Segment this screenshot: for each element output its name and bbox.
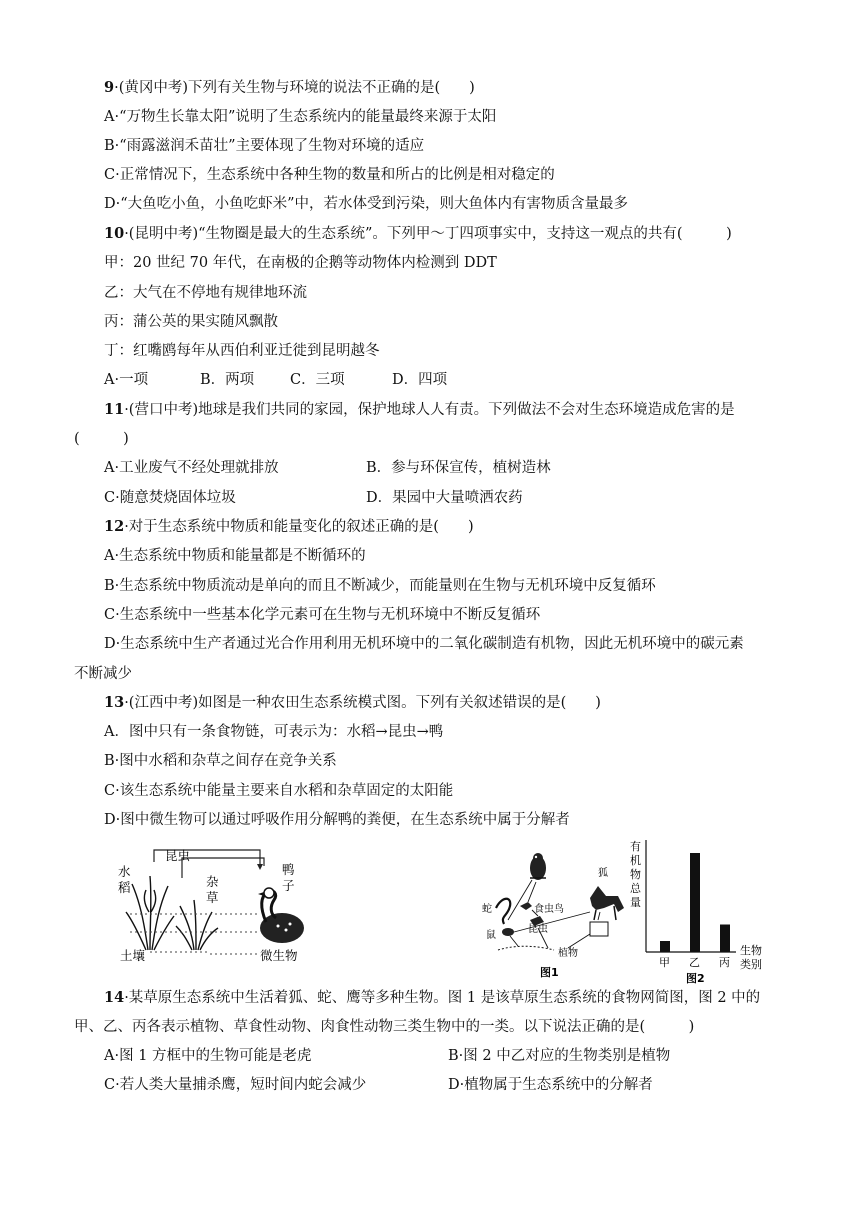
farmland-ecosystem-figure <box>110 842 330 970</box>
q12-option-c: C·生态系统中一些基本化学元素可在生物与无机环境中不断反复循环 <box>104 607 541 623</box>
snake-icon <box>496 899 510 924</box>
duck-icon <box>258 888 304 943</box>
caption-fig2: 图2 <box>686 972 705 985</box>
q11-option-b: B．参与环保宣传，植树造林 <box>366 460 551 476</box>
q10-option-c: C．三项 <box>290 372 345 388</box>
label-insect: 昆虫 <box>165 848 191 863</box>
q14-option-c: C·若人类大量捕杀鹰，短时间内蛇会减少 <box>104 1077 367 1093</box>
tick-label-0: 甲 <box>659 956 670 969</box>
q14-option-b: B·图 2 中乙对应的生物类别是植物 <box>448 1048 671 1064</box>
q13-text: ·(江西中考)如图是一种农田生态系统模式图。下列有关叙述错误的是( ) <box>124 695 601 711</box>
ylabel-char-2: 机 <box>630 854 641 867</box>
bar-2 <box>720 925 730 953</box>
q13-option-d: D·图中微生物可以通过呼吸作用分解鸭的粪便，在生态系统中属于分解者 <box>104 812 570 828</box>
bar-0 <box>660 941 670 952</box>
label-bird: 食虫鸟 <box>534 904 564 915</box>
q11-number: 11 <box>104 401 125 418</box>
arrow-weed-insect <box>182 858 264 878</box>
q9-option-b: B·“雨露滋润禾苗壮”主要体现了生物对环境的适应 <box>104 138 425 154</box>
q10-fact-yi: 乙：大气在不停地有规律地环流 <box>104 285 307 301</box>
label-mouse: 鼠 <box>486 930 496 941</box>
ylabel-char-1: 有 <box>630 840 641 853</box>
q13-option-c: C·该生态系统中能量主要来自水稻和杂草固定的太阳能 <box>104 783 454 799</box>
q14-stem <box>104 988 760 1008</box>
grass-icon <box>498 946 554 950</box>
tick-label-2: 丙 <box>719 956 730 969</box>
q10-number: 10 <box>104 225 125 242</box>
q10-fact-ding: 丁：红嘴鸥每年从西伯利亚迁徙到昆明越冬 <box>104 343 380 359</box>
q11-option-c: C·随意焚烧固体垃圾 <box>104 490 236 506</box>
mouse-icon <box>502 928 514 936</box>
q12-option-a: A·生态系统中物质和能量都是不断循环的 <box>104 548 366 564</box>
q14-stem-continued: 甲、乙、丙各表示植物、草食性动物、肉食性动物三类生物中的一类。以下说法正确的是( ) <box>74 1019 695 1035</box>
q10-stem <box>104 224 732 244</box>
eagle-icon <box>530 853 546 880</box>
q10-fact-bing: 丙：蒲公英的果实随风飘散 <box>104 314 278 330</box>
tick-label-1: 乙 <box>689 956 700 969</box>
label-insect-web: 昆虫 <box>528 924 548 935</box>
q13-stem <box>104 693 601 713</box>
label-microbe: 微生物 <box>260 948 298 963</box>
food-web-figure <box>478 850 638 980</box>
q9-stem <box>104 78 475 98</box>
xlabel-line-2: 类别 <box>740 958 762 971</box>
q14-option-d: D·植物属于生态系统中的分解者 <box>448 1077 653 1093</box>
q9-text: ·(黄冈中考)下列有关生物与环境的说法不正确的是( ) <box>114 80 475 96</box>
caption-fig1: 图1 <box>540 966 559 979</box>
q10-text: ·(昆明中考)“生物圈是最大的生态系统”。下列甲～丁四项事实中，支持这一观点的共有( ) <box>124 226 732 242</box>
q12-text: ·对于生态系统中物质和能量变化的叙述正确的是( ) <box>124 519 474 535</box>
q14-text: ·某草原生态系统中生活着狐、蛇、鹰等多种生物。图 1 是该草原生态系统的食物网简图，图 2 中的 <box>124 990 761 1006</box>
q9-number: 9 <box>104 79 115 96</box>
q10-option-a: A·一项 <box>104 372 149 388</box>
q14-number: 14 <box>104 989 125 1006</box>
label-rice-2: 稻 <box>118 880 131 895</box>
q14-option-a: A·图 1 方框中的生物可能是老虎 <box>104 1048 312 1064</box>
q10-option-d: D．四项 <box>392 372 448 388</box>
bar-1 <box>690 853 700 952</box>
q12-number: 12 <box>104 518 125 535</box>
fox-icon <box>590 886 624 920</box>
q12-stem <box>104 517 474 537</box>
label-duck-1: 鸭 <box>282 862 295 877</box>
q11-option-a: A·工业废气不经处理就排放 <box>104 460 279 476</box>
q11-text: ·(营口中考)地球是我们共同的家园，保护地球人人有责。下列做法不会对生态环境造成危害的是 <box>124 402 735 418</box>
q12-option-d-continued: 不断减少 <box>74 666 132 682</box>
q10-fact-jia: 甲：20 世纪 70 年代，在南极的企鹅等动物体内检测到 DDT <box>104 255 497 271</box>
label-weed-2: 草 <box>206 890 219 905</box>
label-weed-1: 杂 <box>206 874 219 889</box>
q12-option-d: D·生态系统中生产者通过光合作用利用无机环境中的二氧化碳制造有机物，因此无机环境中的碳元素 <box>104 636 744 652</box>
rice-plant-icon <box>126 876 174 950</box>
label-snake: 蛇 <box>482 904 492 915</box>
bird-icon <box>520 902 532 910</box>
q11-stem <box>104 400 735 420</box>
label-duck-2: 子 <box>282 878 295 893</box>
organic-matter-bar-chart <box>628 836 768 986</box>
q13-number: 13 <box>104 694 125 711</box>
q11-stem-continued: ( ) <box>74 431 129 447</box>
label-soil: 土壤 <box>120 948 146 963</box>
q13-option-a: A．图中只有一条食物链，可表示为：水稻→昆虫→鸭 <box>104 724 444 740</box>
weed-plant-icon <box>176 900 218 950</box>
q12-option-b: B·生态系统中物质流动是单向的而且不断减少，而能量则在生物与无机环境中反复循环 <box>104 578 656 594</box>
unknown-organism-box <box>590 922 608 936</box>
q9-option-a: A·“万物生长靠太阳”说明了生态系统内的能量最终来源于太阳 <box>104 109 497 125</box>
ylabel-char-3: 物 <box>630 868 641 881</box>
q11-option-d: D．果园中大量喷洒农药 <box>366 490 523 506</box>
ylabel-char-5: 量 <box>630 896 641 909</box>
q13-option-b: B·图中水稻和杂草之间存在竞争关系 <box>104 753 337 769</box>
label-fox: 狐 <box>598 868 608 879</box>
arrowhead-duck <box>257 864 263 870</box>
q10-option-b: B．两项 <box>200 372 255 388</box>
ylabel-char-4: 总 <box>630 882 641 895</box>
xlabel-line-1: 生物 <box>740 944 762 957</box>
label-rice-1: 水 <box>118 864 131 879</box>
label-plant: 植物 <box>558 948 578 959</box>
q9-option-d: D·“大鱼吃小鱼，小鱼吃虾米”中，若水体受到污染，则大鱼体内有害物质含量最多 <box>104 196 629 212</box>
q9-option-c: C·正常情况下，生态系统中各种生物的数量和所占的比例是相对稳定的 <box>104 167 555 183</box>
